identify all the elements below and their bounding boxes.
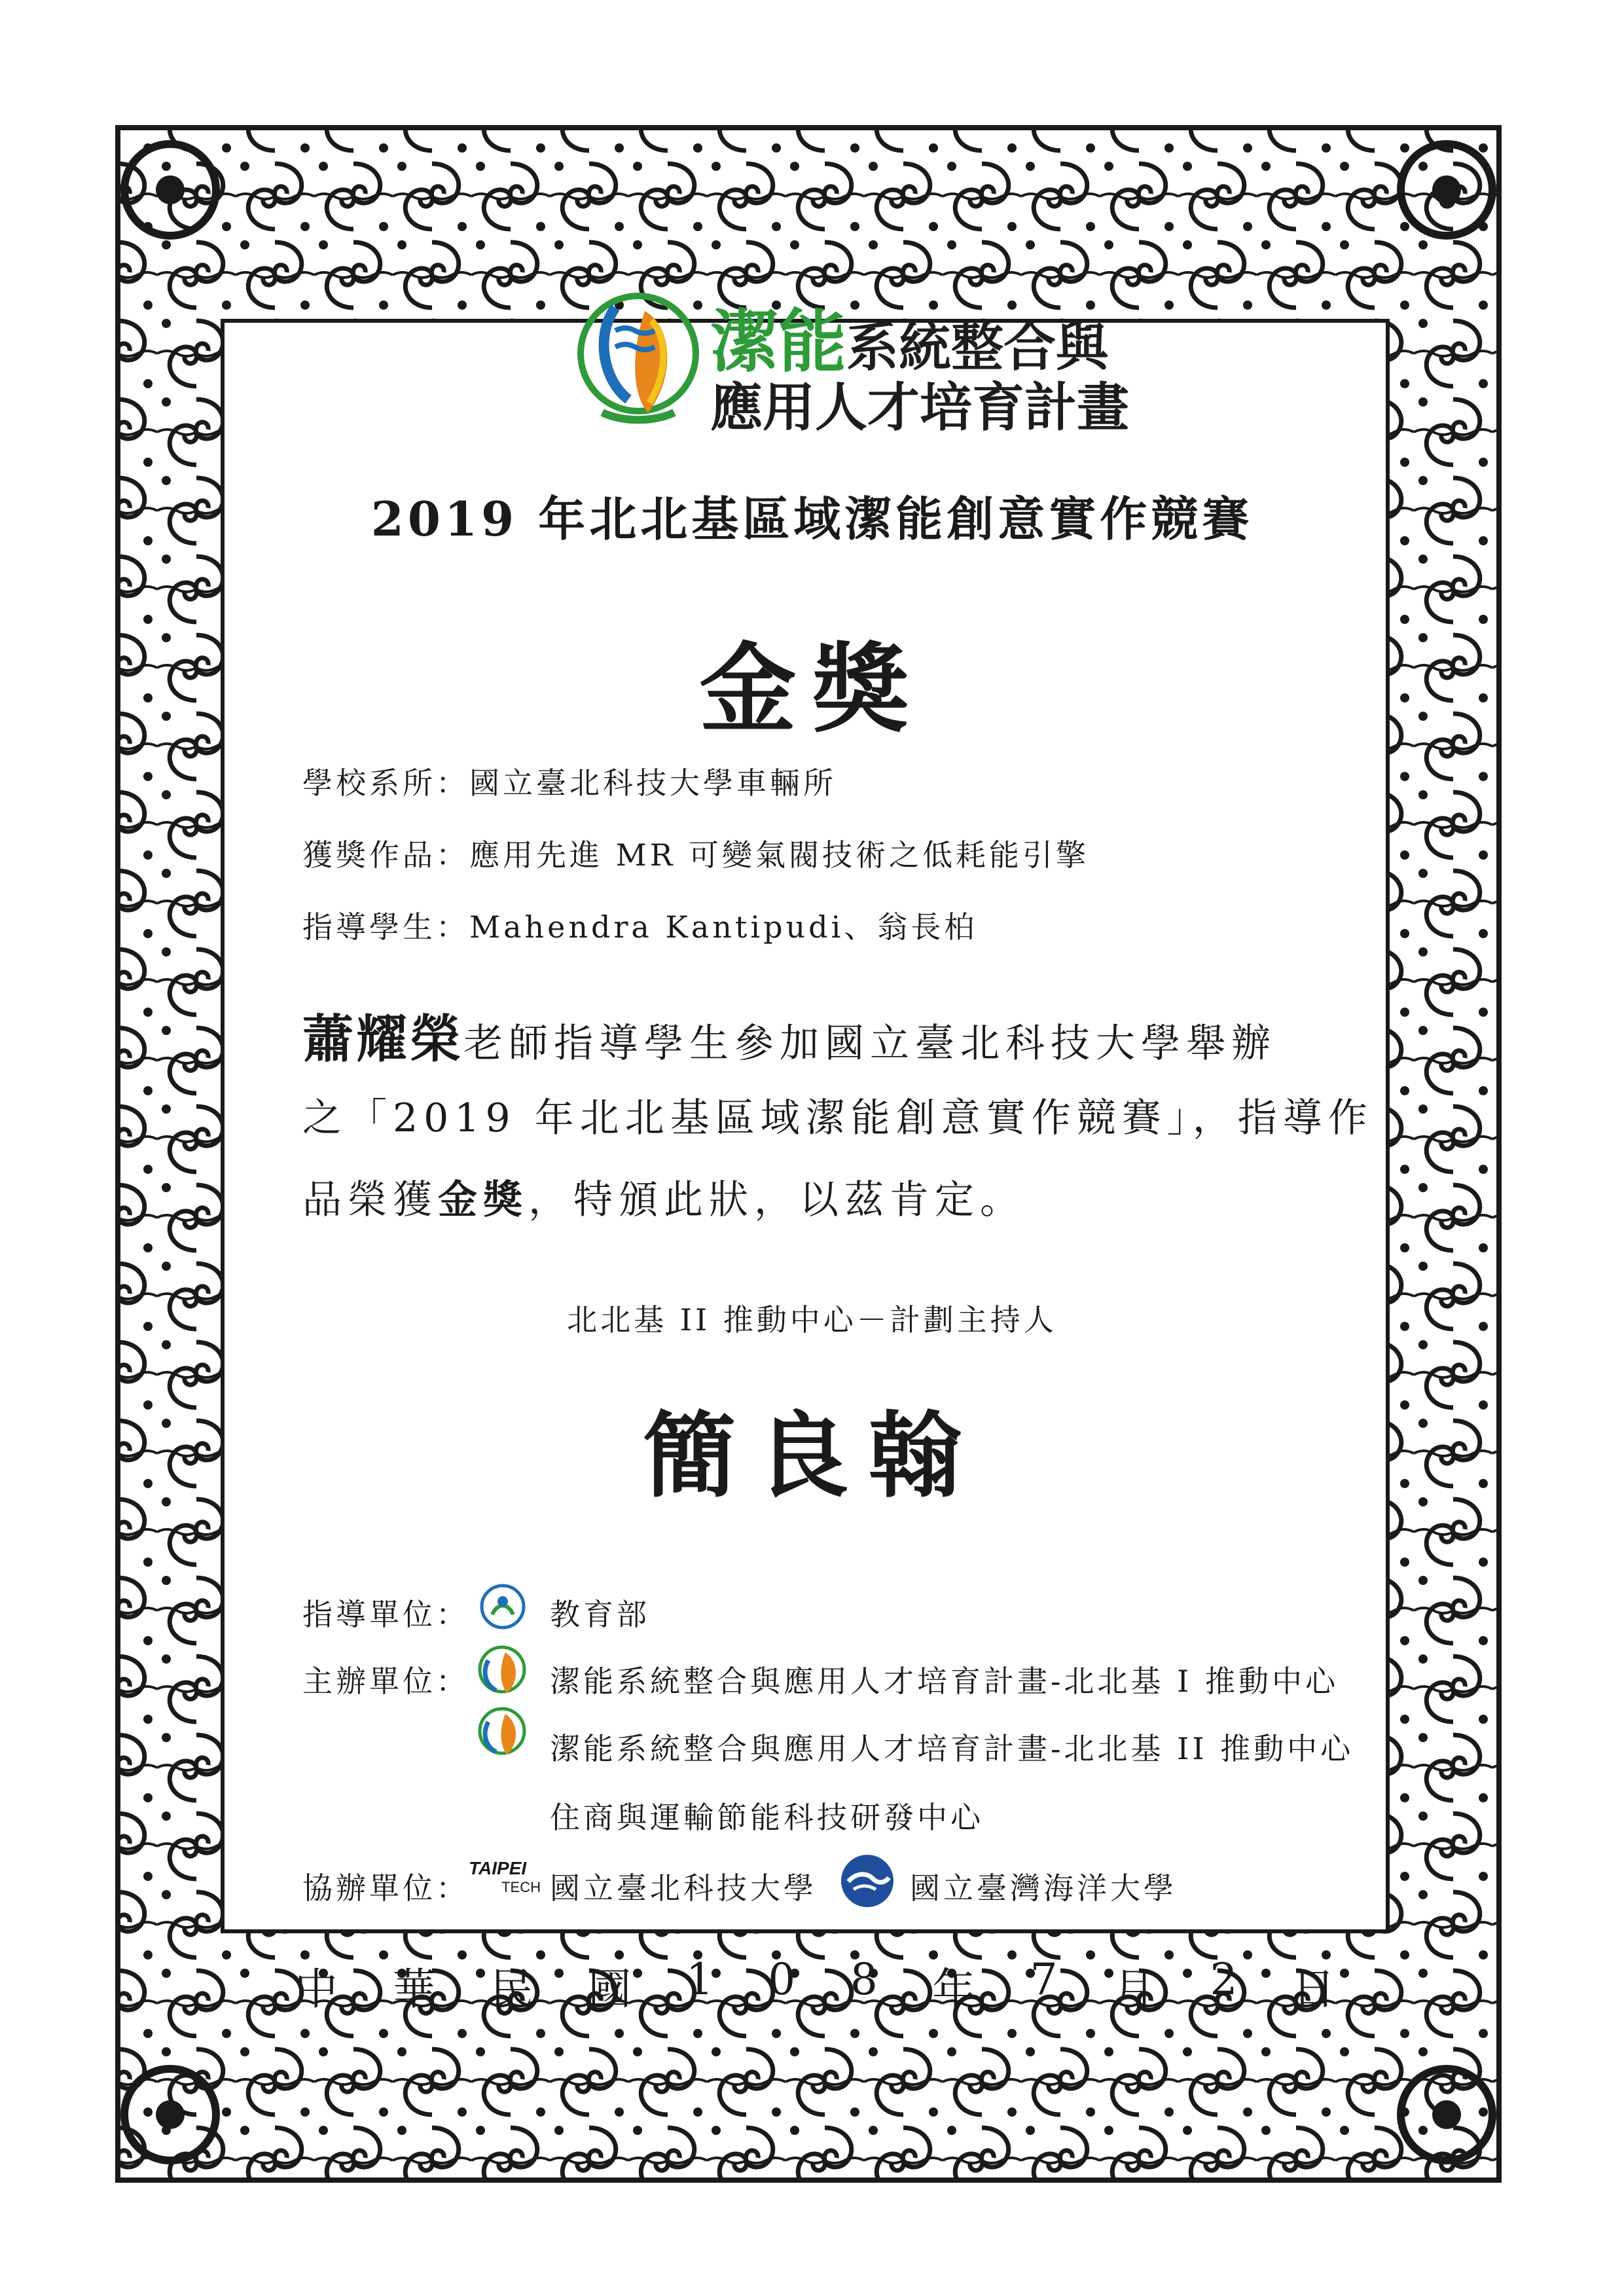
citation-line1-text: 老師指導學生參加國立臺北科技大學舉辦	[463, 1021, 1277, 1066]
guide-org: 教育部	[550, 1597, 650, 1632]
date-char: 月	[1112, 1964, 1156, 2014]
signer-role: 北北基 II 推動中心－計劃主持人	[567, 1302, 1057, 1338]
award-title: 金獎	[699, 632, 925, 746]
logo-title-line2: 應用人才培育計畫	[710, 377, 1129, 438]
date-char: 民	[490, 1964, 533, 2014]
citation-line1	[302, 998, 1276, 1072]
citation-line3-pre: 品榮獲	[302, 1177, 438, 1223]
date-char: 國	[588, 1964, 632, 2014]
guide-label: 指導單位：	[302, 1597, 469, 1632]
citation-line3	[302, 1169, 1025, 1225]
roe-project-logo-icon	[473, 1643, 532, 1761]
date-line	[295, 1954, 1335, 2016]
logo-highlight: 潔能	[710, 302, 847, 382]
school-field: 學校系所：國立臺北科技大學車輛所	[302, 765, 837, 801]
citation-line2: 之「2019 年北北基區域潔能創意實作競賽」，指導作	[302, 1095, 1373, 1141]
date-char: 7	[1030, 1954, 1058, 2005]
host-org-3: 住商與運輸節能科技研發中心	[550, 1800, 984, 1835]
taipei-tech-logo-top: TAIPEI	[469, 1858, 527, 1878]
date-char: 0	[768, 1954, 796, 2005]
work-field: 獲獎作品：應用先進 MR 可變氣閥技術之低耗能引擎	[302, 837, 1089, 873]
co-label: 協辦單位：	[302, 1870, 469, 1906]
signer-name: 簡良翰	[643, 1402, 981, 1510]
host-org-2: 潔能系統整合與應用人才培育計畫-北北基 II 推動中心	[550, 1731, 1354, 1766]
date-char: 日	[1291, 1964, 1335, 2014]
date-char: 華	[392, 1964, 436, 2014]
taiwan-water-leaf-logo	[576, 282, 700, 432]
project-logo	[576, 282, 1129, 445]
host-org-1: 潔能系統整合與應用人才培育計畫-北北基 I 推動中心	[550, 1664, 1339, 1699]
taipei-tech-logo-bottom: TECH	[501, 1879, 541, 1895]
date-char: 1	[685, 1954, 713, 2005]
date-char: 中	[295, 1964, 338, 2014]
competition-title: 2019 年北北基區域潔能創意實作競賽	[370, 491, 1254, 547]
host-label: 主辦單位：	[302, 1664, 469, 1699]
logo-line1-rest: 系統整合與	[846, 317, 1109, 378]
co-org-2: 國立臺灣海洋大學	[910, 1870, 1177, 1906]
citation-line3-post: ，特頒此狀，以茲肯定。	[528, 1177, 1025, 1223]
ntou-wave-logo	[839, 1853, 895, 1909]
co-org-1: 國立臺北科技大學	[550, 1870, 817, 1906]
date-char: 2	[1210, 1954, 1238, 2005]
date-char: 年	[932, 1964, 976, 2014]
students-field: 指導學生：Mahendra Kantipudi、翁長柏	[302, 909, 978, 945]
taipei-tech-logo	[469, 1859, 541, 1900]
teacher-name: 蕭耀榮	[302, 1010, 464, 1069]
citation-award: 金獎	[438, 1177, 528, 1223]
ministry-of-education-seal-icon	[479, 1583, 526, 1630]
date-char: 8	[850, 1954, 878, 2005]
